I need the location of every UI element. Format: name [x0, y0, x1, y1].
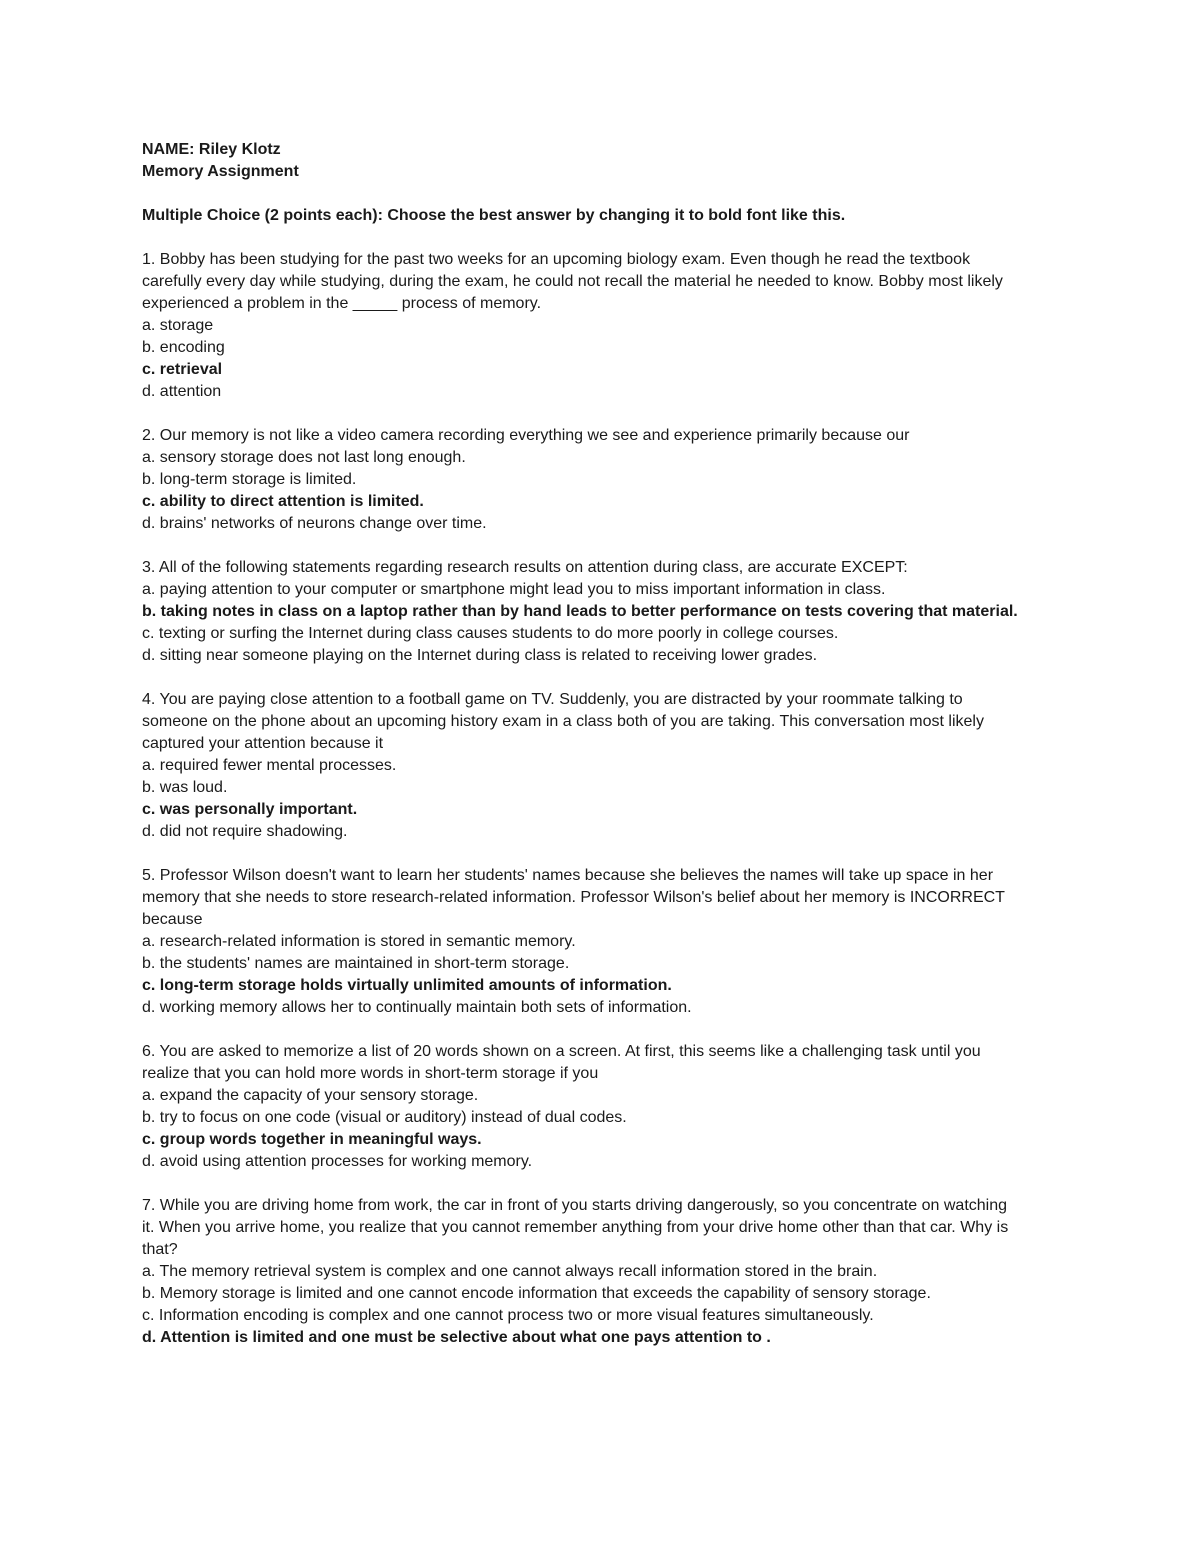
question-list [142, 249, 1062, 1349]
question-prompt-line: 7. While you are driving home from work, the car in front of you starts driving dangerously, so you concentrate on watching [142, 1197, 1008, 1214]
spacer [142, 183, 1062, 205]
answer-option-selected: c. long-term storage holds virtually unlimited amounts of information. [142, 977, 672, 994]
answer-option-selected: c. ability to direct attention is limited. [142, 493, 424, 510]
answer-option-selected: b. taking notes in class on a laptop rather than by hand leads to better performance on tests covering that material. [142, 603, 1018, 620]
answer-option-selected: c. retrieval [142, 361, 223, 378]
answer-option: d. avoid using attention processes for working memory. [142, 1153, 533, 1170]
answer-option: c. Information encoding is complex and one cannot process two or more visual features simultaneously. [142, 1307, 874, 1324]
question-prompt-line: realize that you can hold more words in short-term storage if you [142, 1065, 599, 1082]
answer-option: d. brains' networks of neurons change over time. [142, 515, 487, 532]
question-7 [142, 1195, 1062, 1349]
answer-option: d. working memory allows her to continually maintain both sets of information. [142, 999, 692, 1016]
answer-option: d. did not require shadowing. [142, 823, 348, 840]
answer-option: b. the students' names are maintained in short-term storage. [142, 955, 570, 972]
answer-option: b. Memory storage is limited and one cannot encode information that exceeds the capability of sensory storage. [142, 1285, 931, 1302]
question-prompt-line: 4. You are paying close attention to a football game on TV. Suddenly, you are distracted by your roommate talking to [142, 691, 963, 708]
question-prompt-line: 6. You are asked to memorize a list of 20 words shown on a screen. At first, this seems like a challenging task until you [142, 1043, 981, 1060]
answer-option: a. expand the capacity of your sensory storage. [142, 1087, 479, 1104]
answer-option: d. attention [142, 383, 222, 400]
document-page [142, 139, 1062, 1349]
question-1 [142, 249, 1062, 403]
spacer [142, 227, 1062, 249]
answer-option: b. was loud. [142, 779, 228, 796]
question-5 [142, 865, 1062, 1019]
question-prompt-line: 3. All of the following statements regarding research results on attention during class, are accurate EXCEPT: [142, 559, 908, 576]
question-prompt-line: 5. Professor Wilson doesn't want to learn her students' names because she believes the names will take up space in her [142, 867, 994, 884]
answer-option: a. sensory storage does not last long enough. [142, 449, 466, 466]
question-prompt-line: 2. Our memory is not like a video camera recording everything we see and experience primarily because our [142, 427, 910, 444]
answer-option: b. try to focus on one code (visual or auditory) instead of dual codes. [142, 1109, 627, 1126]
answer-option: a. storage [142, 317, 214, 334]
instructions: Multiple Choice (2 points each): Choose the best answer by changing it to bold font like this. [142, 207, 846, 224]
answer-option-selected: c. group words together in meaningful ways. [142, 1131, 482, 1148]
question-prompt-line: 1. Bobby has been studying for the past two weeks for an upcoming biology exam. Even though he read the textbook [142, 251, 971, 268]
question-prompt-line: memory that she needs to store research-related information. Professor Wilson's belief about her memory is INCORRECT [142, 889, 1005, 906]
answer-option: b. long-term storage is limited. [142, 471, 357, 488]
question-prompt-line: carefully every day while studying, during the exam, he could not recall the material he needed to know. Bobby most likely [142, 273, 1003, 290]
assignment-title: Memory Assignment [142, 163, 299, 180]
question-3 [142, 557, 1062, 667]
answer-option-selected: c. was personally important. [142, 801, 358, 818]
question-prompt-line: because [142, 911, 203, 928]
answer-option-selected: d. Attention is limited and one must be selective about what one pays attention to . [142, 1329, 771, 1346]
question-prompt-line: that? [142, 1241, 178, 1258]
question-prompt-line: it. When you arrive home, you realize that you cannot remember anything from your drive home other than that car. Why is [142, 1219, 1009, 1236]
student-name: NAME: Riley Klotz [142, 141, 281, 158]
question-prompt-line: captured your attention because it [142, 735, 384, 752]
question-2 [142, 425, 1062, 535]
answer-option: c. texting or surfing the Internet during class causes students to do more poorly in college courses. [142, 625, 839, 642]
answer-option: a. The memory retrieval system is complex and one cannot always recall information stored in the brain. [142, 1263, 878, 1280]
question-prompt-line: experienced a problem in the _____ process of memory. [142, 295, 542, 312]
answer-option: d. sitting near someone playing on the Internet during class is related to receiving lower grades. [142, 647, 818, 664]
answer-option: a. paying attention to your computer or smartphone might lead you to miss important information in class. [142, 581, 886, 598]
answer-option: a. required fewer mental processes. [142, 757, 397, 774]
question-prompt-line: someone on the phone about an upcoming history exam in a class both of you are taking. This conversation most likely [142, 713, 984, 730]
question-4 [142, 689, 1062, 843]
answer-option: b. encoding [142, 339, 225, 356]
question-6 [142, 1041, 1062, 1173]
answer-option: a. research-related information is stored in semantic memory. [142, 933, 576, 950]
